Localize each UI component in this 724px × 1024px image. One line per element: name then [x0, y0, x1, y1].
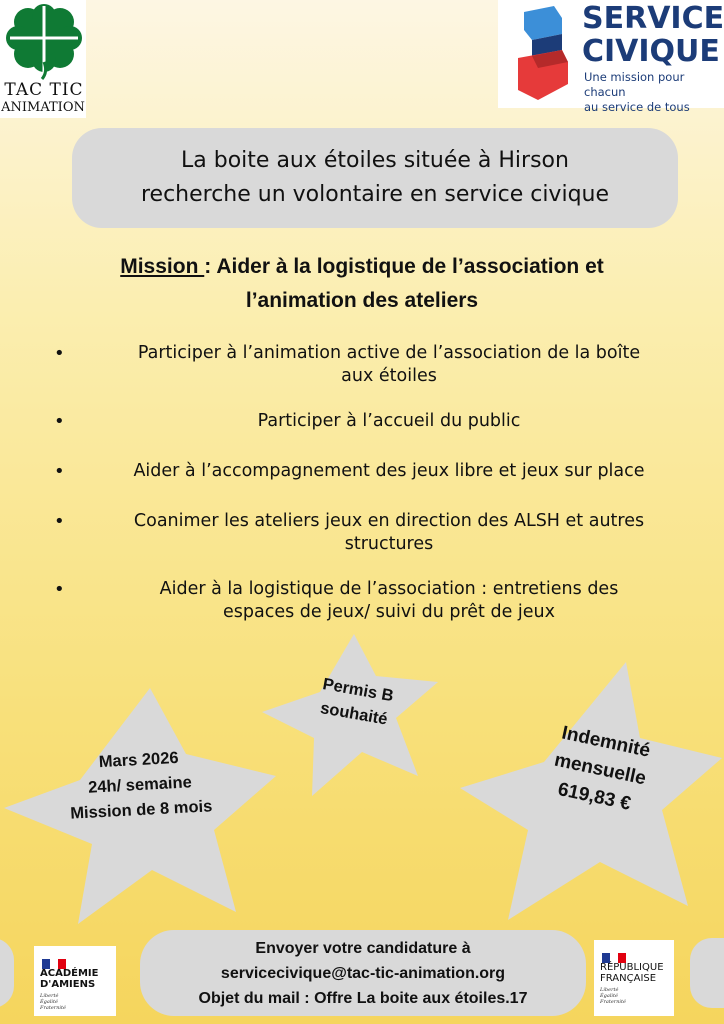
academie-line2: D'AMIENS [40, 979, 96, 990]
decorative-pill-left [0, 938, 14, 1008]
academie-name [40, 968, 116, 990]
tactic-sub: ANIMATION [1, 100, 85, 115]
footer-contact-pill [140, 930, 586, 1016]
task-list [48, 342, 708, 624]
french-flag-icon [602, 948, 626, 958]
indemnite-star-line2: mensuelle [552, 749, 648, 790]
task-line: • Participer à l’accueil du public [257, 411, 521, 431]
republique-motto [600, 987, 670, 1005]
task-line: structures [344, 534, 434, 554]
date-star-line2: 24h/ semaine [87, 773, 193, 797]
service-civique-mark-icon [510, 4, 574, 104]
task-line: espaces de jeux/ suivi du prêt de jeux [223, 602, 555, 622]
mission-line1 [20, 250, 704, 284]
list-item [48, 460, 708, 483]
four-leaf-clover-icon [4, 2, 84, 80]
header-line2: recherche un volontaire en service civique [140, 182, 610, 207]
republique-motto-1: Liberté [600, 987, 619, 993]
date-star-line1: Mars 2026 [98, 748, 179, 772]
mission-label: Mission [120, 255, 205, 278]
sc-tag-line1: Une mission pour chacun [584, 70, 685, 99]
header-pill [72, 128, 678, 228]
french-flag-icon [42, 954, 66, 964]
republique-motto-2: Égalité [600, 993, 618, 999]
header-line1: La boite aux étoiles située à Hirson [181, 148, 569, 173]
list-item [48, 578, 708, 624]
mission-line1-rest: Aider à la logistique de l’association et [216, 255, 604, 278]
mission-line2: l’animation des ateliers [245, 289, 479, 312]
indemnite-star-line1: Indemnité [559, 722, 652, 762]
republique-line1: RÉPUBLIQUE [600, 962, 664, 973]
task-line: • Aider à l’accompagnement des jeux libre et jeux sur place [133, 461, 645, 481]
task-line: aux étoiles [341, 366, 437, 386]
mission-title [20, 250, 704, 318]
republique-francaise-logo [594, 940, 674, 1016]
list-item [48, 510, 708, 556]
service-civique-title [582, 2, 722, 68]
republique-line2: FRANÇAISE [600, 973, 657, 984]
date-star-line3: Mission de 8 mois [69, 797, 213, 823]
task-line: • Coanimer les ateliers jeux en direction des ALSH et autres [133, 511, 645, 531]
task-line: • Aider à la logistique de l’association : entretiens des [159, 579, 619, 599]
permis-star-line1: Permis B [321, 675, 395, 706]
tactic-name: TAC TIC [4, 80, 84, 100]
task-line: • Participer à l’animation active de l’association de la boîte [137, 343, 641, 363]
list-item [48, 410, 708, 433]
footer-line1: Envoyer votre candidature à [255, 939, 471, 957]
sc-title-line2: CIVIQUE [582, 34, 720, 69]
republique-name [600, 962, 676, 984]
academie-motto-1: Liberté [40, 993, 59, 999]
academie-motto [40, 993, 110, 1011]
academie-line1: ACADÉMIE [40, 968, 99, 979]
tactic-logo [0, 0, 86, 118]
republique-motto-3: Fraternité [600, 999, 626, 1005]
decorative-pill-right [690, 938, 724, 1008]
service-civique-tagline [584, 70, 724, 115]
service-civique-logo [498, 0, 724, 114]
date-star-text [38, 743, 242, 828]
academie-motto-2: Égalité [40, 999, 58, 1005]
sc-tag-line2: au service de tous [584, 100, 690, 114]
footer-email[interactable]: servicecivique@tac-tic-animation.org [220, 964, 506, 982]
sc-title-line1: SERVICE [582, 1, 724, 36]
permis-star-line2: souhaité [318, 699, 389, 729]
mission-colon: : [204, 255, 217, 278]
indemnite-star-line3: 619,83 € [555, 778, 633, 815]
footer-line3: Objet du mail : Offre La boite aux étoiles.17 [198, 989, 528, 1007]
academie-motto-3: Fraternité [40, 1005, 66, 1011]
list-item [48, 342, 708, 388]
academie-amiens-logo [34, 946, 116, 1016]
